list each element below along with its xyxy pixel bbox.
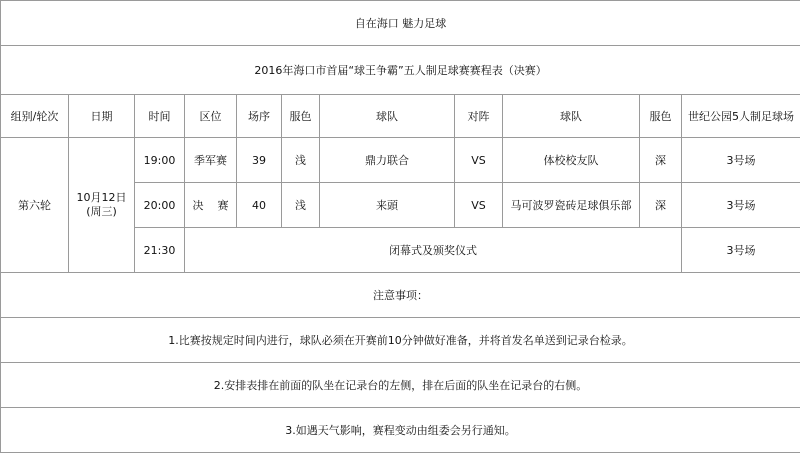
header-versus[interactable]: 对阵 [455, 95, 503, 138]
notes-heading[interactable]: 注意事项： [1, 273, 800, 318]
header-zone[interactable]: 区位 [185, 95, 237, 138]
header-venue[interactable]: 世纪公园5人制足球场 [682, 95, 800, 138]
match-color-a[interactable]: 浅 [282, 138, 320, 183]
header-team-b[interactable]: 球队 [503, 95, 640, 138]
header-color-b[interactable]: 服色 [640, 95, 682, 138]
match-color-a[interactable]: 浅 [282, 183, 320, 228]
notes-heading-row [1, 273, 800, 318]
match-team-a[interactable]: 鼎力联合 [320, 138, 455, 183]
header-time[interactable]: 时间 [135, 95, 185, 138]
match-color-b[interactable]: 深 [640, 183, 682, 228]
match-zone[interactable]: 季军赛 [185, 138, 237, 183]
date-cell[interactable] [69, 138, 135, 273]
header-color-a[interactable]: 服色 [282, 95, 320, 138]
match-time[interactable]: 19:00 [135, 138, 185, 183]
note-item[interactable]: 3.如遇天气影响，赛程变动由组委会另行通知。 [1, 408, 800, 453]
match-order[interactable]: 40 [237, 183, 282, 228]
ceremony-venue[interactable]: 3号场 [682, 228, 800, 273]
round-cell[interactable]: 第六轮 [1, 138, 69, 273]
header-group-round[interactable]: 组别/轮次 [1, 95, 69, 138]
note-row [1, 318, 800, 363]
schedule-subtitle[interactable]: 2016年海口市首届“球王争霸”五人制足球赛赛程表（决赛） [1, 46, 800, 95]
match-team-b[interactable]: 体校校友队 [503, 138, 640, 183]
header-team-a[interactable]: 球队 [320, 95, 455, 138]
match-row [1, 138, 800, 183]
header-row [1, 95, 800, 138]
header-date[interactable]: 日期 [69, 95, 135, 138]
match-team-a[interactable]: 来頭 [320, 183, 455, 228]
match-versus[interactable]: VS [455, 183, 503, 228]
page-title[interactable]: 自在海口 魅力足球 [1, 1, 800, 46]
subtitle-row [1, 46, 800, 95]
match-venue[interactable]: 3号场 [682, 138, 800, 183]
weekday-text: (周三) [86, 205, 117, 218]
match-color-b[interactable]: 深 [640, 138, 682, 183]
match-venue[interactable]: 3号场 [682, 183, 800, 228]
zone-text-left: 决 [192, 199, 204, 212]
header-order[interactable]: 场序 [237, 95, 282, 138]
ceremony-time[interactable]: 21:30 [135, 228, 185, 273]
match-time[interactable]: 20:00 [135, 183, 185, 228]
zone-text-right: 赛 [217, 199, 229, 212]
note-row [1, 408, 800, 453]
date-text: 10月12日 [76, 191, 127, 204]
title-row [1, 1, 800, 46]
match-zone[interactable] [185, 183, 237, 228]
note-item[interactable]: 2.安排表排在前面的队坐在记录台的左侧，排在后面的队坐在记录台的右侧。 [1, 363, 800, 408]
ceremony-label[interactable]: 闭幕式及颁奖仪式 [185, 228, 682, 273]
note-row [1, 363, 800, 408]
match-team-b[interactable]: 马可波罗瓷砖足球俱乐部 [503, 183, 640, 228]
match-versus[interactable]: VS [455, 138, 503, 183]
match-order[interactable]: 39 [237, 138, 282, 183]
note-item[interactable]: 1.比赛按规定时间内进行，球队必须在开赛前10分钟做好准备，并将首发名单送到记录台检录。 [1, 318, 800, 363]
